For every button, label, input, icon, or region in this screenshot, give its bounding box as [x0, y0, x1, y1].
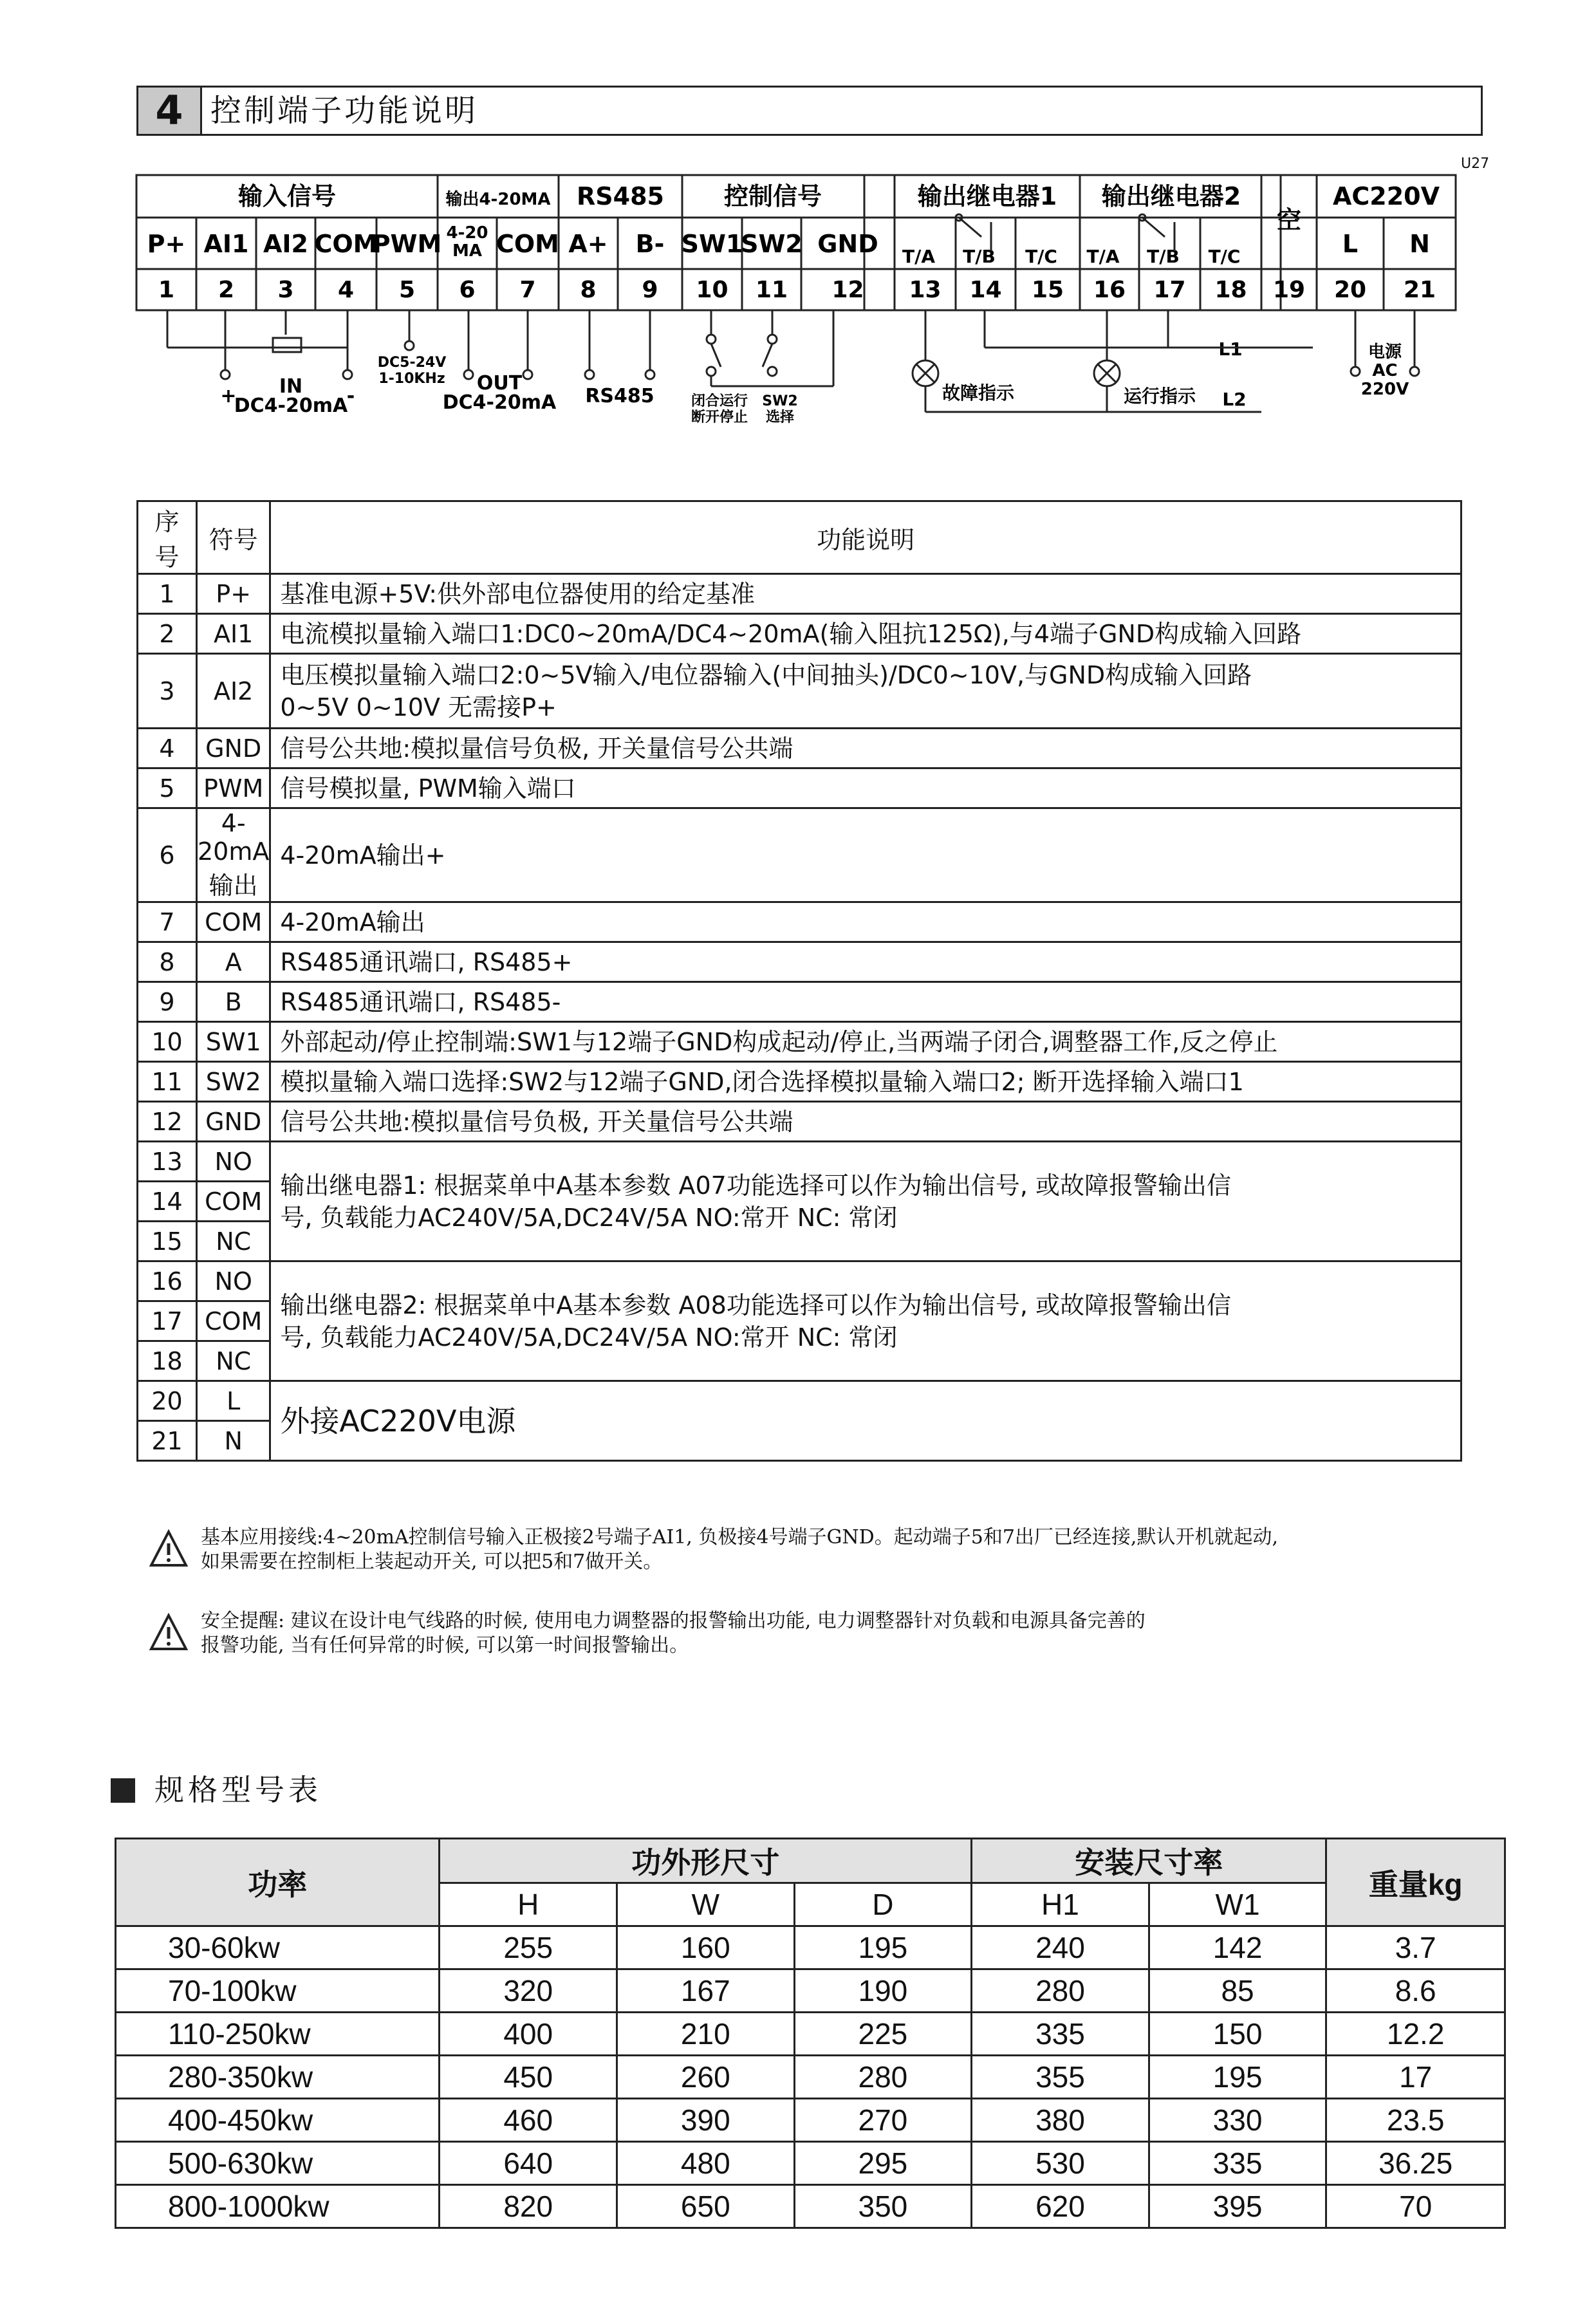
table-row — [138, 1022, 1461, 1062]
row-description — [270, 574, 1461, 614]
spec-d: 280 — [794, 2056, 972, 2099]
row-number: 5 — [138, 768, 197, 808]
table-row — [138, 1261, 1461, 1301]
terminal-number: 21 — [1403, 277, 1436, 303]
spec-h: 400 — [440, 2013, 617, 2056]
spec-title — [111, 1767, 322, 1809]
spec-weight: 23.5 — [1326, 2099, 1505, 2142]
annotation-fault: 故障指示 — [942, 382, 1015, 404]
group-title: 输入信号 — [237, 182, 337, 210]
warning-icon — [149, 1529, 188, 1568]
row-description — [270, 902, 1461, 942]
group-title: 空 — [1276, 206, 1302, 234]
description-line: RS485通讯端口, RS485+ — [280, 947, 573, 976]
table-row — [138, 1381, 1461, 1421]
row-description — [270, 1022, 1461, 1062]
row-number: 9 — [138, 982, 197, 1022]
section-number: 4 — [138, 88, 202, 134]
spec-h1: 335 — [972, 2013, 1149, 2056]
spec-d: 270 — [794, 2099, 972, 2142]
terminal-label: B- — [635, 230, 665, 258]
spec-d: 350 — [794, 2185, 972, 2228]
note-basic-wiring — [149, 1525, 1475, 1583]
terminal-number: 10 — [696, 277, 728, 303]
terminal-label: AI1 — [203, 230, 249, 258]
annotation-in: IN — [279, 375, 303, 398]
terminal-number: 17 — [1153, 277, 1186, 303]
table-row — [116, 1969, 1505, 2013]
row-number: 15 — [138, 1222, 197, 1261]
terminal-label: T/A — [1086, 246, 1120, 267]
table-row — [138, 808, 1461, 902]
row-symbol: NC — [197, 1341, 270, 1381]
terminal-number: 3 — [277, 277, 294, 303]
spec-weight: 12.2 — [1326, 2013, 1505, 2056]
table-row — [138, 768, 1461, 808]
row-description — [270, 729, 1461, 768]
row-description — [270, 768, 1461, 808]
annotation-out: OUT — [476, 372, 523, 395]
description-line: 信号公共地:模拟量信号负极, 开关量信号公共端 — [280, 734, 793, 763]
terminal-label: COM — [496, 230, 560, 258]
row-description — [270, 1142, 1461, 1261]
spec-w: 480 — [617, 2142, 795, 2185]
annotation-plus: + — [220, 385, 237, 407]
table-row — [138, 654, 1461, 729]
terminal-number: 8 — [580, 277, 597, 303]
terminal-label: T/B — [963, 246, 996, 267]
table-row — [116, 2099, 1505, 2142]
spec-h: 640 — [440, 2142, 617, 2185]
row-symbol: COM — [197, 902, 270, 942]
description-line: 外部起动/停止控制端:SW1与12端子GND构成起动/停止,当两端子闭合,调整器工作,反之停止 — [280, 1027, 1278, 1056]
spec-w1: 335 — [1149, 2142, 1326, 2185]
terminal-number: 11 — [755, 277, 788, 303]
table-row — [116, 2013, 1505, 2056]
spec-w: 210 — [617, 2013, 795, 2056]
terminal-label: SW1 — [681, 230, 743, 258]
spec-weight: 8.6 — [1326, 1969, 1505, 2013]
row-number: 1 — [138, 574, 197, 614]
annotation-l1: L1 — [1218, 339, 1243, 360]
note-text: 基本应用接线:4~20mA控制信号输入正极接2号端子AI1, 负极接4号端子GND。起动端子5和7出厂已经连接,默认开机就起动, 如果需要在控制柜上装起动开关, 可以把5和7做开关。 — [201, 1526, 1278, 1573]
spec-power: 400-450kw — [116, 2099, 440, 2142]
group-title: AC220V — [1332, 182, 1440, 210]
table-row — [116, 2056, 1505, 2099]
terminal-label: SW2 — [741, 230, 803, 258]
spec-h: 460 — [440, 2099, 617, 2142]
spec-w1: 142 — [1149, 1926, 1326, 1969]
spec-d: 225 — [794, 2013, 972, 2056]
spec-h1: 355 — [972, 2056, 1149, 2099]
spec-h: 820 — [440, 2185, 617, 2228]
annotation-rs485: RS485 — [585, 385, 654, 407]
annotation-sw-run: 闭合运行 — [691, 393, 748, 409]
spec-h1: 280 — [972, 1969, 1149, 2013]
spec-power: 280-350kw — [116, 2056, 440, 2099]
spec-w: 260 — [617, 2056, 795, 2099]
description-line: 输出继电器2: 根据菜单中A基本参数 A08功能选择可以作为输出信号, 或故障报警输出信 — [280, 1290, 1232, 1319]
description-line: 0~5V 0~10V 无需接P+ — [280, 693, 557, 721]
table-row — [138, 942, 1461, 982]
row-symbol: SW1 — [197, 1022, 270, 1062]
annotation-pwm: DC5-24V — [377, 355, 447, 371]
table-row — [138, 902, 1461, 942]
note-safety — [149, 1609, 1475, 1667]
terminal-number: 18 — [1214, 277, 1247, 303]
spec-h: 320 — [440, 1969, 617, 2013]
spec-weight: 17 — [1326, 2056, 1505, 2099]
spec-weight: 70 — [1326, 2185, 1505, 2228]
group-title: 输出4-20MA — [445, 190, 551, 209]
row-description — [270, 614, 1461, 654]
spec-h1: 530 — [972, 2142, 1149, 2185]
table-row — [116, 2142, 1505, 2185]
annotation-power: 电源 — [1368, 342, 1402, 362]
header-install: 安装尺寸率 — [972, 1839, 1326, 1883]
header-power: 功率 — [116, 1839, 440, 1926]
annotation-sw-stop: 断开停止 — [691, 409, 748, 425]
header-d: D — [794, 1883, 972, 1926]
group-title: 输出继电器2 — [1101, 182, 1241, 210]
spec-w1: 85 — [1149, 1969, 1326, 2013]
description-line: 模拟量输入端口选择:SW2与12端子GND,闭合选择模拟量输入端口2; 断开选择输入端口1 — [280, 1067, 1244, 1096]
spec-w1: 150 — [1149, 2013, 1326, 2056]
row-symbol: AI1 — [197, 614, 270, 654]
table-row — [138, 982, 1461, 1022]
spec-w: 390 — [617, 2099, 795, 2142]
terminal-number: 12 — [831, 277, 864, 303]
terminal-number: 14 — [969, 277, 1002, 303]
row-symbol: NC — [197, 1222, 270, 1261]
terminal-number: 15 — [1031, 277, 1064, 303]
terminal-label: T/B — [1147, 246, 1180, 267]
description-line: 号, 负载能力AC240V/5A,DC24V/5A NO:常开 NC: 常闭 — [280, 1323, 898, 1352]
page-code: U27 — [1461, 156, 1490, 172]
row-symbol: GND — [197, 729, 270, 768]
row-number: 11 — [138, 1062, 197, 1102]
note-text: 安全提醒: 建议在设计电气线路的时候, 使用电力调整器的报警输出功能, 电力调整器针对负载和电源具备完善的 报警功能, 当有任何异常的时候, 可以第一时间报警输出。 — [201, 1610, 1146, 1657]
group-title: 输出继电器1 — [917, 182, 1057, 210]
row-number: 3 — [138, 654, 197, 729]
row-number: 10 — [138, 1022, 197, 1062]
row-symbol: NO — [197, 1142, 270, 1182]
spec-w: 650 — [617, 2185, 795, 2228]
terminal-label: N — [1409, 230, 1430, 258]
description-line: 电压模拟量输入端口2:0~5V输入/电位器输入(中间抽头)/DC0~10V,与GND构成输入回路 — [280, 660, 1252, 689]
description-line: 4-20mA输出+ — [280, 841, 446, 870]
terminal-number: 9 — [642, 277, 658, 303]
row-symbol: GND — [197, 1102, 270, 1142]
terminal-number: 20 — [1333, 277, 1367, 303]
terminal-label: MA — [452, 241, 482, 261]
function-table — [136, 500, 1462, 1462]
row-symbol: NO — [197, 1261, 270, 1301]
row-number: 13 — [138, 1142, 197, 1182]
row-symbol: PWM — [197, 768, 270, 808]
header-dims: 功外形尺寸 — [440, 1839, 972, 1883]
group-title: 控制信号 — [723, 182, 822, 210]
spec-w: 160 — [617, 1926, 795, 1969]
row-symbol: AI2 — [197, 654, 270, 729]
terminal-number: 13 — [909, 277, 942, 303]
annotation-power-v: 220V — [1360, 380, 1409, 399]
annotation-in-range: DC4-20mA — [234, 395, 348, 417]
terminal-label: GND — [817, 230, 878, 258]
spec-power: 500-630kw — [116, 2142, 440, 2185]
row-symbol: B — [197, 982, 270, 1022]
header-w1: W1 — [1149, 1883, 1326, 1926]
terminal-number: 1 — [158, 277, 175, 303]
spec-power: 800-1000kw — [116, 2185, 440, 2228]
row-number: 17 — [138, 1301, 197, 1341]
terminal-diagram — [0, 0, 1596, 463]
terminal-label: 4-20 — [446, 223, 488, 243]
row-symbol: COM — [197, 1301, 270, 1341]
table-row — [138, 729, 1461, 768]
table-row — [138, 1102, 1461, 1142]
description-line: 信号公共地:模拟量信号负极, 开关量信号公共端 — [280, 1107, 793, 1136]
row-description — [270, 654, 1461, 729]
spec-d: 295 — [794, 2142, 972, 2185]
annotation-sw2-select: 选择 — [765, 409, 795, 425]
spec-power: 110-250kw — [116, 2013, 440, 2056]
annotation-pwm-freq: 1-10KHz — [378, 371, 445, 387]
square-bullet-icon — [111, 1778, 135, 1803]
terminal-number: 2 — [218, 277, 235, 303]
header-h1: H1 — [972, 1883, 1149, 1926]
table-row — [116, 1926, 1505, 1969]
row-symbol: 4-20mA输出 — [197, 808, 270, 902]
terminal-number: 16 — [1093, 277, 1126, 303]
table-row — [138, 574, 1461, 614]
row-symbol: COM — [197, 1182, 270, 1222]
spec-d: 190 — [794, 1969, 972, 2013]
terminal-label: AI2 — [263, 230, 308, 258]
description-line: 4-20mA输出 — [280, 907, 425, 936]
group-title: RS485 — [577, 182, 664, 210]
header-weight: 重量kg — [1326, 1839, 1505, 1926]
terminal-label: PWM — [372, 230, 442, 258]
terminal-label: A+ — [568, 230, 608, 258]
terminal-label: T/A — [902, 246, 935, 267]
row-number: 6 — [138, 808, 197, 902]
description-line: 外接AC220V电源 — [280, 1403, 516, 1438]
spec-power: 70-100kw — [116, 1969, 440, 2013]
section-title: 控制端子功能说明 — [210, 93, 479, 129]
annotation-l2: L2 — [1222, 389, 1247, 410]
description-line: 输出继电器1: 根据菜单中A基本参数 A07功能选择可以作为输出信号, 或故障报警输出信 — [280, 1171, 1232, 1200]
row-number: 8 — [138, 942, 197, 982]
spec-w: 167 — [617, 1969, 795, 2013]
spec-h: 255 — [440, 1926, 617, 1969]
annotation-minus: - — [346, 385, 355, 407]
row-number: 2 — [138, 614, 197, 654]
annotation-run: 运行指示 — [1123, 386, 1196, 407]
row-symbol: A — [197, 942, 270, 982]
row-number: 16 — [138, 1261, 197, 1301]
spec-w1: 195 — [1149, 2056, 1326, 2099]
annotation-power-ac: AC — [1372, 361, 1398, 380]
terminal-number: 19 — [1272, 277, 1306, 303]
row-number: 21 — [138, 1421, 197, 1461]
spec-d: 195 — [794, 1926, 972, 1969]
terminal-label: P+ — [147, 230, 186, 258]
table-row — [138, 1062, 1461, 1102]
spec-w1: 395 — [1149, 2185, 1326, 2228]
terminal-label: COM — [314, 230, 378, 258]
description-line: 电流模拟量输入端口1:DC0~20mA/DC4~20mA(输入阻抗125Ω),与4端子GND构成输入回路 — [280, 619, 1302, 648]
row-description — [270, 1102, 1461, 1142]
terminal-number: 4 — [337, 277, 355, 303]
row-description — [270, 1062, 1461, 1102]
terminal-number: 5 — [398, 277, 416, 303]
terminal-label: T/C — [1025, 246, 1057, 267]
row-symbol: P+ — [197, 574, 270, 614]
row-symbol: N — [197, 1421, 270, 1461]
spec-title-text: 规格型号表 — [154, 1773, 322, 1807]
row-number: 14 — [138, 1182, 197, 1222]
spec-h1: 240 — [972, 1926, 1149, 1969]
header-w: W — [617, 1883, 795, 1926]
description-line: 基准电源+5V:供外部电位器使用的给定基准 — [280, 579, 756, 608]
header-no: 序号 — [138, 501, 197, 574]
row-description — [270, 808, 1461, 902]
table-row — [116, 2185, 1505, 2228]
spec-weight: 3.7 — [1326, 1926, 1505, 1969]
table-row — [138, 614, 1461, 654]
description-line: RS485通讯端口, RS485- — [280, 987, 561, 1016]
terminal-number: 7 — [519, 277, 536, 303]
warning-icon — [149, 1613, 188, 1652]
table-row — [138, 1142, 1461, 1182]
spec-h1: 620 — [972, 2185, 1149, 2228]
header-desc: 功能说明 — [270, 501, 1461, 574]
row-number: 12 — [138, 1102, 197, 1142]
row-number: 7 — [138, 902, 197, 942]
terminal-number: 6 — [459, 277, 476, 303]
spec-h1: 380 — [972, 2099, 1149, 2142]
description-line: 信号模拟量, PWM输入端口 — [280, 774, 576, 803]
spec-power: 30-60kw — [116, 1926, 440, 1969]
header-h: H — [440, 1883, 617, 1926]
row-description — [270, 982, 1461, 1022]
description-line: 号, 负载能力AC240V/5A,DC24V/5A NO:常开 NC: 常闭 — [280, 1203, 898, 1232]
spec-h: 450 — [440, 2056, 617, 2099]
row-description — [270, 1261, 1461, 1381]
terminal-label: L — [1342, 230, 1359, 258]
table-header-row — [138, 501, 1461, 574]
row-number: 20 — [138, 1381, 197, 1421]
spec-table — [115, 1838, 1506, 2229]
annotation-sw2: SW2 — [762, 393, 798, 409]
terminal-label: T/C — [1208, 246, 1241, 267]
row-description — [270, 942, 1461, 982]
annotation-out-range: DC4-20mA — [442, 391, 557, 414]
spec-w1: 330 — [1149, 2099, 1326, 2142]
row-description — [270, 1381, 1461, 1461]
row-symbol: SW2 — [197, 1062, 270, 1102]
row-symbol: L — [197, 1381, 270, 1421]
row-number: 4 — [138, 729, 197, 768]
header-symbol: 符号 — [197, 501, 270, 574]
spec-weight: 36.25 — [1326, 2142, 1505, 2185]
row-number: 18 — [138, 1341, 197, 1381]
